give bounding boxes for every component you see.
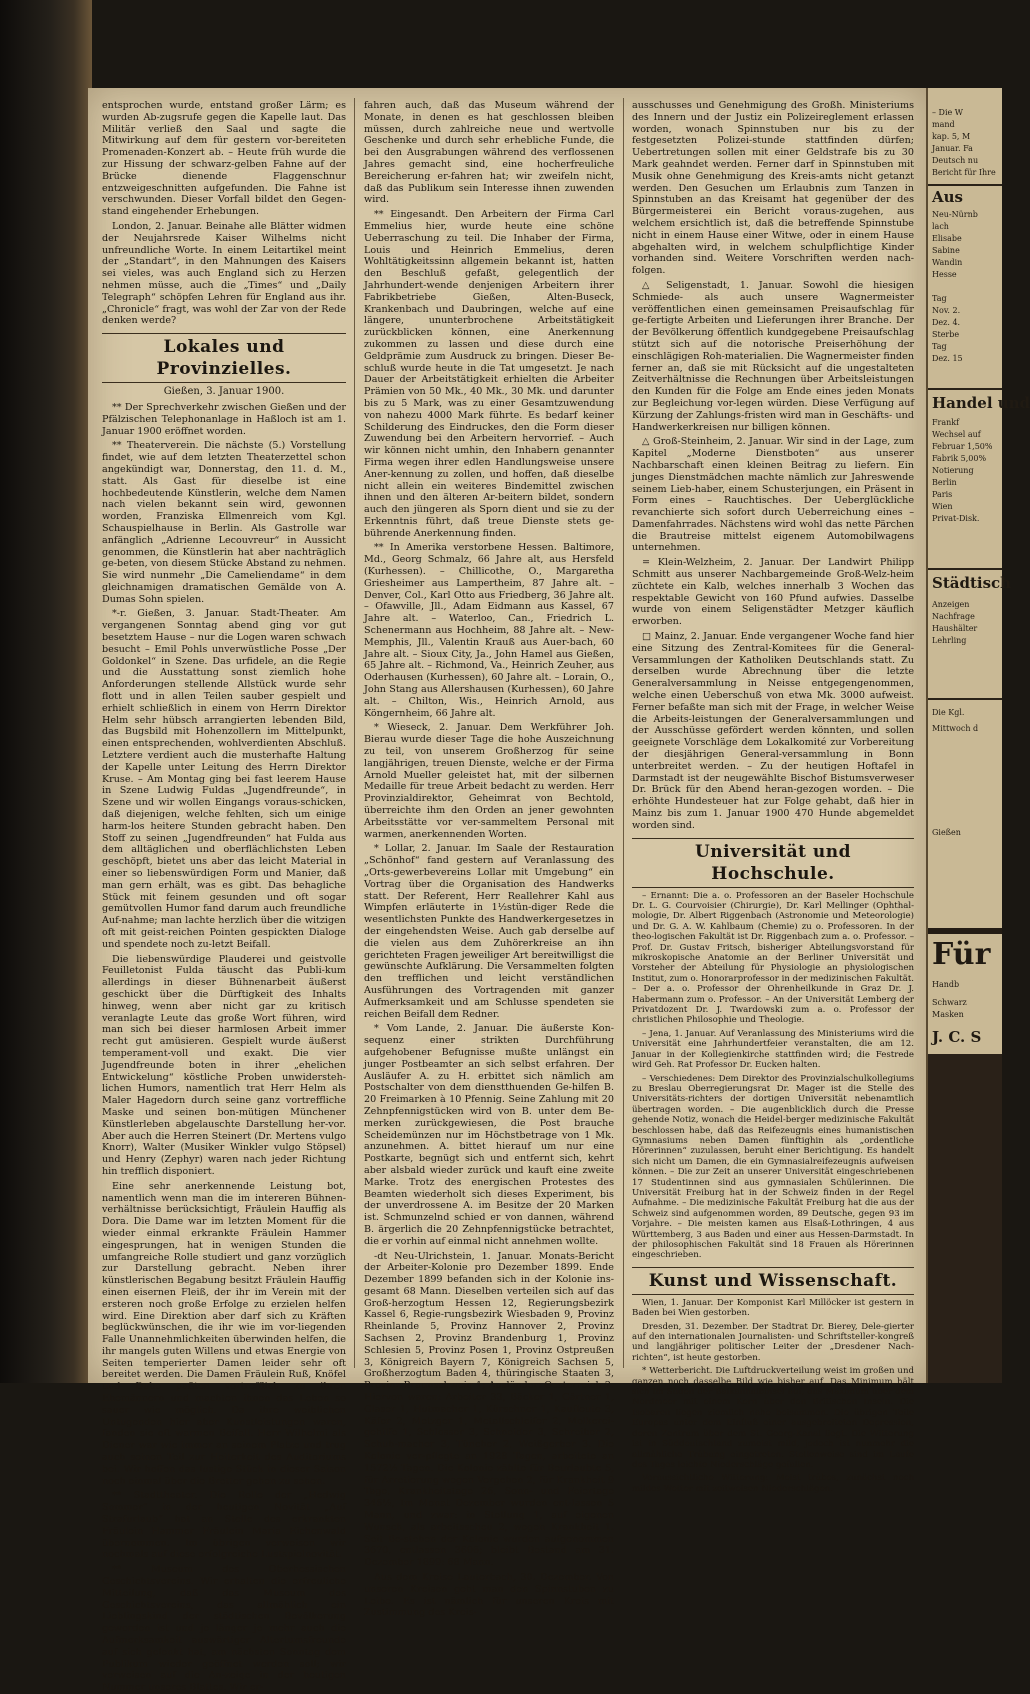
divider xyxy=(928,388,1002,390)
edge-text: Schwarz xyxy=(932,998,967,1007)
edge-text: Die Kgl. xyxy=(932,708,965,717)
edge-heading: Aus xyxy=(932,188,963,206)
edge-heading: Für xyxy=(932,937,991,972)
edge-text: Sabine xyxy=(932,246,960,255)
edge-text: Anzeigen xyxy=(932,600,970,609)
edge-text: Privat-Disk. xyxy=(932,514,980,523)
edge-heading: Städtisch xyxy=(932,574,1012,592)
article-text: – Jena, 1. Januar. Auf Veranlassung des Ministeriums wird die Universität eine Jahrhundertfeier veranstalten, die am 12. Januar in der Kollegienkirche stattfinden wird; die Festrede wird Geh. Rat Professor Dr. Eucken halten. xyxy=(632,1028,914,1071)
edge-text: Fabrik 5,00% xyxy=(932,454,987,463)
edge-text: Handb xyxy=(932,980,960,989)
section-heading: Universität und Hochschule. xyxy=(632,838,914,888)
edge-text: mand xyxy=(932,120,955,129)
column-3 xyxy=(632,100,915,1494)
article-text: Dresden, 31. Dezember. Der Stadtrat Dr. Bierey, Dele-gierter auf den internationalen Journalisten- und Schriftsteller-kongreß und langjähriger politischer Leiter der „Dresdener Nach-richten“, ist heute gestorben. xyxy=(632,1321,914,1363)
dateline: Gießen, 3. Januar 1900. xyxy=(163,386,285,398)
article-text: △ Groß-Steinheim, 2. Januar. Wir sind in der Lage, zum Kapitel „Moderne Dienstboten“ aus unserer Nachbarschaft einen kleinen Beitrag zu liefern. Ein junges Dienstmädchen machte nämlich zur Jahreswende seinem Lieb-haber, einem Schusterjungen, ein Präsent in Form eines – Rauchtisches. Der Ueberglückliche revanchierte sich sofort durch Ueberreichung eines – Damenfahrrades. Nächstens wird wohl das nette Pärchen die Brautreise mittelst eigenem Automobilwagens unternehmen. xyxy=(632,436,914,554)
column-2 xyxy=(364,100,614,1619)
article-text: – Verschiedenes: Dem Direktor des Provinzialschulkollegiums zu Breslau Oberregierungsrat Dr. Mager ist die Stelle des Universitäts-richters der dortigen Universität nebenamtlich übertragen worden. – Die augenblicklich durch die Presse gehende Notiz, wonach die Heidel-berger medizinische Fakultät beschlossen habe, daß das Reifezeugnis eines humanistischen Gymnasiums neben Damen fünftighin als „ordentliche Hörerinnen“ zuzulassen, beruht einer Berichtigung. Es handelt sich nicht um Damen, die ein Gymnasialreifezeugnis aufweisen können. – Die zur Zeit an unserer Universität eingeschriebenen 17 Studentinnen sind aus gymnasialen Schülerinnen. Die Universität Freiburg hat in der Schweiz finden in der Regel Aufnahme. – Die medizinische Fakultät Freiburg hat die aus der Schweiz sind aufgenommen worden, 89 Deutsche, gegen 93 im Vorjahre. – Die meisten kamen aus Elsaß-Lothringen, 4 aus Württemberg, 3 aus Baden und einer aus Hessen-Darmstadt. In der philosophischen Fakultät sind 18 Frauen als Hörerinnen eingeschrieben. xyxy=(632,1073,914,1261)
column-1 xyxy=(102,100,346,1694)
article-text: – Ernannt: Die a. o. Professoren an der Baseler Hochschule Dr. L. G. Courvoisier (Chirurgie), Dr. Karl Mellinger (Ophthal-mologie, Dr. Albert Riggenbach (Astronomie und Meteorologie) und Dr. G. A. W. Kahlbaum (Chemie) zu o. Professoren. In der theo-logischen Fakultät ist Dr. Riggenbach zum a. o. Professor. – Prof. Dr. Gustav Fritsch, bisheriger Abteilungsvorstand für mikroskopische Anatomie an der Berliner Universität und Vorsteher der Abteilung für Physiologie an physiologischen Institut, zum o. Honorarprofessor in der medizinischen Fakultät. – Der a. o. Professor der Ohrenheilkunde in Graz Dr. J. Habermann zum o. Professor. – An der Universität Lemberg der Privatdozent Dr. J. Twardowski zum a. o. Professor der christlichen Philosophie und Theologie. xyxy=(632,890,914,1026)
dark-background xyxy=(928,1054,1002,1383)
edge-text: Wechsel auf xyxy=(932,430,981,439)
divider xyxy=(928,184,1002,186)
edge-text: Februar 1,50% xyxy=(932,442,993,451)
article-text: Voraussichtliche Witterung: Meist trübes, zunächst noch mildes Wetter mit zeitweisen Niederschlägen. xyxy=(632,1473,914,1494)
article-text: = Klein-Welzheim, 2. Januar. Der Landwirt Philipp Schmitt aus unserer Nachbargemeinde Groß-Welz-heim züchtete ein Kalb, welches innerhalb 3 Wochen das respektable Gewicht von 160 Pfund aufwies. Dasselbe wurde von einem Seligenstädter Metzger käuflich erworben. xyxy=(632,557,914,628)
article-text: * Lollar, 2. Januar. Im Saale der Restauration „Schönhof“ fand gestern auf Veranlassung des „Orts-gewerbevereins Lollar mit Umgebung“ ein Vortrag über die Organisation des Handwerks statt. Der Referent, Herr Reallehrer Kahl aus Wimpfen erläuterte in 1½stün-diger Rede die wesentlichsten Punkte des Handwerkergesetzes in der eingehendsten Weise. Auch gab derselbe auf die vielen aus dem Zuhörerkreise an ihn gerichteten Fragen jeweiliger Art bereitwilligst die gewünschte Aufklärung. Die Versammelten folgten den trefflichen und leicht verständlichen Ausführungen des Vortragenden mit ganzer Aufmerksamkeit und am Schlusse spendeten sie reichen Beifall dem Redner. xyxy=(364,843,614,1020)
article-text: * Wetterbericht. Die Luftdruckverteilung weist im großen und ganzen noch dasselbe Bild wie bisher auf. Das Minimum hält sich im Süden der Balkanhalbinsel auf, das Maximum über dem Nordmeer mit einem Kern über den Britischen Inseln. Die Isobaren liegen ziemlich nahe beisammen. Die übrigen Teile Europas unter dem Einfluß einer ausgebreiteten Depression, deren Zentrum über dem St. Georg-Kanal liegt. Die Witterung ist in Süddeutschland zumeist mild, jedoch ist nunmehr die allmähliche Trübung eingetreten. Stellenweise sind im Laufe des Tages leichte Niederschläge gefallen. xyxy=(632,1366,914,1470)
edge-text: Bericht für Ihre xyxy=(932,168,996,177)
edge-text: Mittwoch d xyxy=(932,724,979,733)
edge-text: Tag xyxy=(932,294,947,303)
column-rule xyxy=(623,98,624,1368)
edge-text: Hesse xyxy=(932,270,957,279)
article-text: * Vom Lande, 2. Januar. Die äußerste Kon-sequenz einer strikten Durchführung aufgehobener Befugnisse mußte unlängst ein junger Postbeamter an sich selbst erfahren. Der Ausläufer A. zu H. erbittet sich nämlich am Postschalter von dem dienstthuenden Ge-hilfen B. 20 Freimarken à 10 Pfennig. Seine Zahlung mit 20 Zehnpfennigstücken wird von B. unter dem Be-merken zurückgewiesen, die Post brauche Scheidemünzen nur im Höchstbetrage von 1 Mk. anzunehmen. A. bittet hierauf um nur eine Postkarte, begnügt sich und entfernt sich, kehrt aber alsbald wieder zurück und kauft eine zweite Marke. Trotz des energischen Protestes des Beamten wiederholt sich dieses Experiment, bis der unverdrossene A. im Besitze der 20 Marken ist. Schmunzelnd schied er von dannen, während B. ärgerlich die 20 Zehnpfennigstücke betrachtet, die er vorhin auf einmal nicht annehmen wollte. xyxy=(364,1023,614,1247)
edge-text: Deutsch nu xyxy=(932,156,979,165)
edge-heading: Handel und xyxy=(932,394,1030,412)
article-text: ** Theaterverein. Die nächste (5.) Vorstellung findet, wie auf dem letzten Theaterzettel schon angekündigt war, Donnerstag, den 11. d. M., statt. Als Gast für dieselbe ist eine hochbedeutende Künstlerin, welche dem Namen nach vielen bekannt sein wird, gewonnen worden, Franziska Ellmenreich vom Kgl. Schauspielhause in Berlin. Als Gastrolle war anfänglich „Adrienne Lecouvreur“ in Aussicht genommen, die Künstlerin hat aber nachträglich ge-beten, von diesem Stücke Abstand zu nehmen. Sie wird nunmehr „Die Cameliendame“ in dem gleichnamigen dramatischen Gemälde von A. Dumas Sohn spielen. xyxy=(102,440,346,605)
edge-text: Masken xyxy=(932,1010,964,1019)
edge-text: Dez. 4. xyxy=(932,318,961,327)
divider xyxy=(928,698,1002,700)
article-text: ausschusses und Genehmigung des Großh. Ministeriums des Innern und der Justiz ein Polizeireglement erlassen worden, wonach Spinnstuben nur bis zu der festgesetzten Polizei-stunde stattfinden dürfen; Uebertretungen sollen mit einer Geldstrafe bis zu 30 Mark geahndet werden. Ferner darf in Spinnstuben mit Musik ohne Genehmigung des Kreis-amts nicht getanzt werden. Den Gesuchen um Erlaubnis zum Tanzen in Spinnstuben an das Kreisamt hat gegenüber der des Bürgermeisterei ein Bericht voraus-zugehen, aus welchem ersichtlich ist, daß die betreffende Spinnstube nicht in einem Hause einer Witwe, oder in einem Hause abgehalten wird, in welchem schulpflichtige Kinder vorhanden sind. Weitere Vorschriften werden nach-folgen. xyxy=(632,100,914,277)
section-heading: Kunst und Wissenschaft. xyxy=(632,1267,914,1295)
edge-text: Paris xyxy=(932,490,953,499)
article-text: Wien, 1. Januar. Der Komponist Karl Millöcker ist gestern in Baden bei Wien gestorben. xyxy=(632,1297,914,1319)
edge-text: kap. 5, M xyxy=(932,132,971,141)
edge-text: Gießen xyxy=(932,828,961,837)
article-text: □ Mainz, 2. Januar. Ende vergangener Woche fand hier eine Sitzung des Zentral-Komitees für die General-Versammlungen der Katholiken Deutschlands statt. Zu derselben wurde Abrechnung über die letzte Generalversammlung in Neisse entgegengenommen, welche einen Ueberschuß von etwa Mk. 3000 aufweist. Ferner befaßte man sich mit der Frage, in welcher Weise die Arbeits-leistungen der Generalversammlungen und der Ausschüsse gefördert werden könnten, und sollen geeignete Vorschläge dem Lokalkomité zur Vorbereitung der diesjährigen General-versammlung in Bonn unterbreitet werden. – Zu der heutigen Hoftafel in Darmstadt ist der neugewählte Bischof Bistumsverweser Dr. Brück für den Abend heran-gezogen worden. – Die erhöhte Hundesteuer hat zur Folge gehabt, daß hier in Mainz bis zum 1. Januar 1900 470 Hunde abgemeldet worden sind. xyxy=(632,631,914,831)
article-text: fahren auch, daß das Museum während der Monate, in denen es hat geschlossen bleiben müssen, durch zahlreiche neue und wertvolle Geschenke und durch sehr erhebliche Funde, die bei den Ausgrabungen während des verflossenen Jahres gemacht sind, eine hocherfreuliche Bereicherung er-fahren hat; wir zweifeln nicht, daß das Publikum sein Interesse ihnen zuwenden wird. xyxy=(364,100,614,206)
edge-text: Januar. Fa xyxy=(932,144,973,153)
edge-text: Frankf xyxy=(932,418,960,427)
divider xyxy=(928,928,1002,934)
article-text: ** Eingesandt. Den Arbeitern der Firma Carl Emmelius hier, wurde heute eine schöne Ueberraschung zu teil. Die Inhaber der Firma, Louis und Heinrich Emmelius, deren Wohltätigkeitssinn allgemein bekannt ist, hatten den Beschluß gefaßt, gelegentlich der Jahrhundert-wende denjenigen Arbeitern ihrer Fabrikbetriebe Gießen, Alten-Buseck, Krankenbach und Daubringen, welche auf eine längere, ununterbrochene Arbeitstätigkeit zurückblicken können, eine Anerkennung zukommen zu lassen und diese durch eine Geldprämie zum Ausdruck zu bringen. Dieser Be-schluß wurde heute in die Tat umgesetzt. Je nach Dauer der Arbeitstätigkeit erhielten die Arbeiter Prämien von 50 Mk., 40 Mk., 30 Mk. und darunter bis zu 5 Mark, was zu einer Gesamtzuwendung von nahezu 4000 Mark führte. Es bedarf keiner Schilderung des Eindruckes, den die Form dieser Zuwendung bei den Arbeitern hervorrief. – Auch wir können nicht umhin, den Inhabern genannter Firma wegen ihrer edlen Handlungsweise unsere Aner-kennung zu zollen, und hoffen, daß dieselbe nicht allein ein weiteres Bindemittel zwischen ihnen und den älteren Ar-beitern bildet, sondern auch den jüngeren als Sporn dient und sie zu der Erkenntnis führt, daß treue Dienste stets ge-bührende Anerkennung finden. xyxy=(364,209,614,539)
edge-text: Tag xyxy=(932,342,947,351)
edge-text: Nov. 2. xyxy=(932,306,961,315)
edge-text: lach xyxy=(932,222,949,231)
book-spine xyxy=(0,0,92,1383)
adjacent-page-edge xyxy=(926,88,1030,1383)
article-text: ** Museum des Oberhessischen Geschichtsvereins. Wir erhalten die erfreuliche Mitteilung, daß das Museum des Geschichtsvereins, das allmählich ein Lieblingskind der städtischen Bevölkerung geworden ist und je länger je mehr auch die Aufmerksamkeit auswärtiger Altertumsfreunde auf sich gelenkt hat, am nächsten Sonntag dem Publikum wieder geöffnet werden soll; wir verweisen auf die An-zeige in der heutigen Nummer unseres Blattes. Wir er- xyxy=(102,1564,346,1694)
edge-text: Wien xyxy=(932,502,953,511)
edge-text: Notierung xyxy=(932,466,974,475)
article-text: -dt Neu-Ulrichstein, 1. Januar. Monats-Bericht der Arbeiter-Kolonie pro Dezember 1899. Ende Dezember 1899 befanden sich in der Kolonie ins-gesamt 68 Mann. Dieselben verteilen sich auf das Groß-herzogtum Hessen 12, Regierungsbezirk Kassel 6, Regie-rungsbezirk Wiesbaden 9, Provinz Rheinlande 5, Provinz Hannover 2, Provinz Sachsen 2, Provinz Brandenburg 1, Provinz Schlesien 5, Provinz Posen 1, Provinz Ostpreußen 3, Königreich Bayern 7, Königreich Sachsen 5, Großherzogtum Baden 4, thüringische Staaten 3, Provinz Braunschweig 1; Ausländer: Oesterreich 2. Hiervon waren: Arbeiter 33, Bäcker 1, Gärtner 1, Glaser 1, Hutmacher 1, Kürschner 1, Kaufleute 3, Käfer 2, Metzger 1, Metallschleifer 2, Molkerei-gehilfe 1, Schlosser 3, Schneider 3, Schreiber 2, Schuh-macher 3, Tüncher 2, Weißgerber 3. Die Kolonie ver-pflegte an 1928 Tagen, arbeitete an 1572½ Tagen. Die Kolonie zählte für Beurlaubte 5, für Arretierung wegen Vergehen 2, für Krankheit 9 Tage, Krankheitstage 26, Sonn- und Feiertage 346½, Im Monat Dezember wurden ent-lassen 5 Mann, und zwar: in Stellung 1, auf eigenen Wunsch, als arbeitsscheu 2, wegen Krankheit 1. Seit Be-stehen der Kolonie wurden aufgenommen 3670, entlassen 3606; bleibt Bestand am 31. Dezember 1899: 68 Mann. xyxy=(364,1250,614,1569)
article-text: entsprochen wurde, entstand großer Lärm; es wurden Ab-zugsrufe gegen die Kapelle laut. Das Militär verließ den Saal und sagte die Mitwirkung auf dem für gestern vor-bereiteten Promenaden-Konzert ab. – Heute früh wurde die zur Hissung der schwarz-gelben Fahne auf der Brücke dienende Flaggenschnur entzweigeschnitten aufgefunden. Die Fahne ist verschwunden. Dieser Vorfall bildet den Gegen-stand eingehender Erhebungen. xyxy=(102,100,346,218)
edge-text: Elisabe xyxy=(932,234,962,243)
edge-text: Wandin xyxy=(932,258,963,267)
edge-text: Lehrling xyxy=(932,636,967,645)
article-text: Die liebenswürdige Plauderei und geistvolle Feuilletonist Fulda täuscht das Publi-kum allerdings in dieser Bühnenarbeit äußerst geschickt über die Dürftigkeit des Inhalts hinweg, wenn aber nicht gar zu kritisch veranlagte Leute das große Wort führen, wird man sich bei dieser harmlosen Arbeit immer recht gut amüsieren. Gespielt wurde äußerst temperament-voll und exakt. Die vier Jugendfreunde boten in ihrer „ehelichen Entwickelung“ köstliche Proben unwidersteh-lichen Humors, namentlich trat Herr Helm als Maler Hagedorn durch seine ganz vortreffliche Maske und seinen bon-mütigen Münchener Künstlerleben abgelauschte Darstellung her-vor. Aber auch die Herren Steinert (Dr. Mertens vulgo Knorr), Walter (Musiker Winkler vulgo Stöpsel) und Henry (Zephyr) waren nach jeder Richtung hin trefflich disponiert. xyxy=(102,953,346,1177)
edge-text: Berlin xyxy=(932,478,957,487)
edge-text: Dez. 15 xyxy=(932,354,963,363)
divider xyxy=(928,568,1002,570)
article-text: Aus dem Kreise Lauterbach, 30. Dezember. Von unseren Kreisen geht man den Spinnstuben zu Leibe. Es ist nämlich für unseren Kreis mit Zustimmung des Kreis- xyxy=(364,1572,614,1619)
edge-text: J. C. S xyxy=(932,1028,982,1046)
edge-text: – Die W xyxy=(932,108,964,117)
article-text: ** Stadttheater. Die Rolle der „Hedwig Sommer“ in der heutigen Novität „Auf Strafurlaub“ hat an Stelle des erkrankten Fräulein Hammer Fräulein Maria Eichenwald übernommen. Im übrigen verweisen wir nochmals auf diese erfolgreiche Lustspielnovität. xyxy=(102,1490,346,1561)
article-text: London, 2. Januar. Beinahe alle Blätter widmen der Neujahrsrede Kaiser Wilhelms nicht unfreundliche Worte. In einem Leitartikel meint der „Standart“, in den Mahnungen des Kaisers sei vieles, was auch England sich zu Herzen nehmen müsse, auch die „Times“ und „Daily Telegraph“ schöpfen Lehren für England aus ihr. „Chronicle“ fragt, was wohl der Zar von der Rede denken werde? xyxy=(102,220,346,327)
edge-text: Haushälter xyxy=(932,624,978,633)
article-text: Eine sehr anerkennende Leistung bot, namentlich wenn man die im intereren Bühnen-verhältnisse berücksichtigt, Fräulein Hauffig als Dora. Die Dame war im letzten Moment für die wieder einmal erkrankte Fräulein Hammer eingesprungen, hat in wenigen Stunden die umfangreiche Rolle studiert und ganz vorzüglich zur Darstellung gebracht. Neben ihrer künstlerischen Begabung besitzt Fräulein Hauffig einen eisernen Fleiß, der ihr im Verein mit der ersteren noch große Erfolge zu erzielen helfen wird. Eine Direktion aber darf sich zu Kräften beglückwünschen, die ihr wie im vor-liegenden Falle Unannehmlichkeiten überwinden helfen, die ihr mangels guten Willens und etwas Energie von Seiten temperierter Damen leider sehr oft bereitet werden. Die Damen Fräulein Ruß, Knöfel und Dube paßten vortrefflich zu ihren Ehemännern und machten ihnen das Leben so sauer wie möglich. Da ihre weiblichen Untugenden hier aber Kunstleistungen waren, fanden sie oft warmen Beifall. Herr Wilhelmi als Diener war wie immer an seinem Platze und trug auch seinen Teil zur Heiterkeit des Auditoriums bei. Wir hoffen das lustige Stück in dieser Saison noch einmal über die Bretter gehen zu sehen. xyxy=(102,1180,346,1487)
edge-text: Neu-Nürnb xyxy=(932,210,978,219)
column-rule xyxy=(354,98,355,1368)
section-heading: Lokales und Provinzielles. xyxy=(102,333,346,383)
article-text: *-r. Gießen, 3. Januar. Stadt-Theater. Am vergangenen Sonntag abend ging vor gut besetztem Hause – nur die Logen waren schwach besucht – Emil Pohls unverwüstliche Posse „Der Goldonkel“ in Szene. Das urfidele, an die Regie und die Ausstattung sonst ziemlich hohe Anforderungen stellende Allstück wurde sehr flott und in allen Teilen sauber gespielt und erhielt schließlich in einem von Herrn Direktor Helm sehr hübsch arrangierten lebenden Bild, das Bugsbild mit Hohenzollern im Mittelpunkt, einen entsprechenden, wohlverdienten Abschluß. Letztere verdient auch die musterhafte Haltung der Kapelle unter Leitung des Herrn Direktor Kruse. – Am Montag ging bei fast leerem Hause in Szene Ludwig Fuldas „Jugendfreunde“, in Szene und wir wollen Eingangs voraus-schicken, daß diejenigen, welche fehlten, sich um einige harm-los heitere Stunden gebracht haben. Den Stoff zu seinen „Jugendfreunden“ hat Fulda aus dem alltäglichen und oberflächlichsten Leben geschöpft, bietet uns aber das leicht Material in einer so liebenswürdigen Form und Manier, daß man gern erhält, was es gibt. Das behagliche Stück mit feinem gesunden und oft sogar gemütvollen Humor fand darum auch freundliche Auf-nahme; man lachte herzlich über die witzigen oft mit geist-reichen Pointen gespickten Dialoge und spendete noch zu-letzt Beifall. xyxy=(102,608,346,950)
article-text: △ Seligenstadt, 1. Januar. Sowohl die hiesigen Schmiede- als auch unsere Wagnermeister veröffentlichen einen gemeinsamen Preisaufschlag für ge-fertigte Arbeiten und Lieferungen ihrer Branche. Der der Bevölkerung öffentlich kundgegebene Preisaufschlag stützt sich auf die notorische Preiserhöhung der einschlägigen Roh-materialien. Die Wagnermeister finden ferner an, daß sie mit Rücksicht auf die ungestalteten Zeitverhältnisse die Rechnungen über Arbeitsleistungen den Kunden für die Folge am Ende eines jeden Monats zur Begleichung vor-legen würden. Diese Verfügung auf Kürzung der Zahlungs-fristen wird man in Geschäfts- und Handwerkerkreisen nur billigen können. xyxy=(632,279,915,433)
article-text: ** In Amerika verstorbene Hessen. Baltimore, Md., Georg Schmalz, 66 Jahre alt, aus Hersfeld (Kurhessen). – Chillicothe, O., Margaretha Griesheimer aus Lampertheim, 87 Jahre alt. – Denver, Col., Karl Otto aus Friedberg, 36 Jahre alt. – Ofawville, Jll., Adam Eidmann aus Kassel, 67 Jahre alt. – Waterloo, Can., Friedrich L. Schenermann aus Hochheim, 88 Jahre alt. – New-Memphis, Jll., Valentin Krauß aus Auer-bach, 60 Jahre alt. – Sioux City, Ja., John Hamel aus Gießen, 65 Jahre alt. – Richmond, Va., Heinrich Zeuher, aus Oderhausen (Kurhessen), 60 Jahre alt. – Lorain, O., John Stang aus Allershausen (Kurhessen), 60 Jahre alt. – Chilton, Wis., Heinrich Arnold, aus Köngernheim, 66 Jahre alt. xyxy=(364,542,614,719)
article-text: * Wieseck, 2. Januar. Dem Werkführer Joh. Bierau wurde dieser Tage die hohe Auszeichnung zu teil, von unserem Großherzog für seine langjährigen, treuen Dienste, welche er der Firma Arnold Mueller geleistet hat, mit der silbernen Medaille für treue Arbeit bedacht zu werden. Herr Provinzialdirektor, Geheimrat von Bechtold, überreichte ihm den Orden an jener gewohnten Arbeitsstätte vor ver-sammeltem Personal mit warmen, anerkennenden Worten. xyxy=(364,722,614,840)
newspaper-sheet xyxy=(88,88,926,1694)
edge-text: Sterbe xyxy=(932,330,960,339)
article-text: ** Der Sprechverkehr zwischen Gießen und der Pfälzischen Telephonanlage in Haßloch ist am 1. Januar 1900 eröffnet worden. xyxy=(102,401,346,437)
edge-text: Nachfrage xyxy=(932,612,975,621)
